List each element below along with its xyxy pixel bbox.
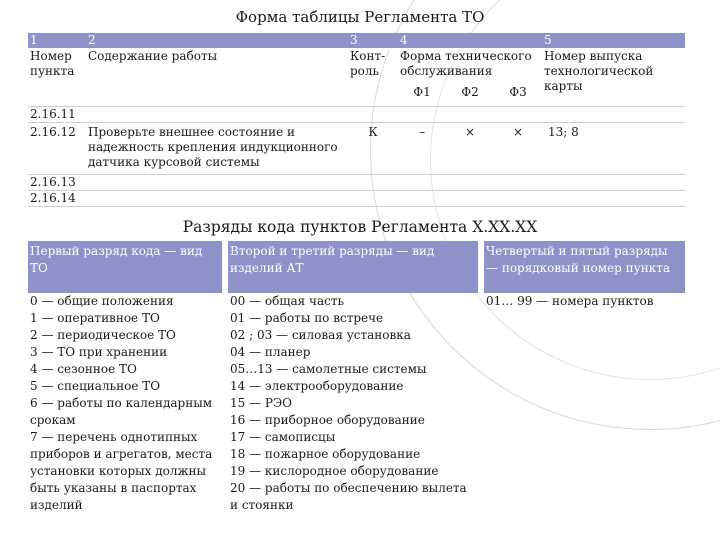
list-item: 3 — ТО при хранении (30, 345, 168, 359)
code-header-row (28, 241, 685, 293)
table-row (28, 191, 685, 207)
header-second-third-digits: Второй и третий разряды — вид изделий АТ (228, 241, 478, 293)
subheader-f2: Ф2 (446, 79, 494, 107)
column-numbers-row (28, 33, 685, 49)
list-item: 00 — общая часть (230, 294, 345, 308)
list-item: 04 — планер (230, 345, 311, 359)
f3-mark: × (494, 123, 542, 175)
header-card-number: Номер выпуска технологической карты (542, 49, 685, 107)
card-number: 13; 8 (542, 123, 685, 175)
list-item: 05…13 — самолетные системы (230, 362, 427, 376)
header-first-digit: Первый разряд кода — вид ТО (28, 241, 222, 293)
list-item: 15 — РЭО (230, 396, 292, 410)
header-work-content: Содержание работы (86, 49, 348, 107)
header-maintenance-form: Форма технического обслуживания (400, 49, 532, 78)
list-item: 19 — кислородное оборудование (230, 464, 439, 478)
list-item: 0 — общие положения (30, 294, 174, 308)
first-digit-list (28, 293, 222, 514)
list-item: 17 — самописцы (230, 430, 336, 444)
empty-cell (86, 191, 685, 207)
code-digits-table (28, 241, 685, 514)
second-third-digit-list (228, 293, 478, 514)
subheader-f3: Ф3 (494, 79, 542, 107)
list-item: 02 ; 03 — силовая установка (230, 328, 411, 342)
point-number: 2.16.11 (28, 107, 86, 123)
list-item: 5 — специальное ТО (30, 379, 161, 393)
table-row (28, 175, 685, 191)
list-item: 01… 99 — номера пунктов (486, 294, 654, 308)
list-item: 20 — работы по обеспечению вылета и стоянки (230, 481, 467, 512)
form-table-title: Форма таблицы Регламента ТО (235, 8, 485, 26)
col-number-1: 1 (28, 33, 86, 49)
list-item: 6 — работы по календарным срокам (30, 396, 213, 427)
f1-mark: – (398, 123, 446, 175)
regulation-form-table (28, 33, 685, 207)
list-item: 2 — периодическое ТО (30, 328, 176, 342)
column-header-row (28, 49, 685, 80)
table-row (28, 107, 685, 123)
code-digits-title: Разряды кода пунктов Регламента Х.ХХ.ХХ (182, 218, 538, 236)
header-fourth-fifth-digits: Четвертый и пятый разряды — порядковый номер пункта (484, 241, 685, 293)
code-values-row (28, 293, 685, 514)
table-row (28, 123, 685, 175)
point-number: 2.16.14 (28, 191, 86, 207)
f2-mark: × (446, 123, 494, 175)
list-item: 1 — оперативное ТО (30, 311, 160, 325)
header-control: Конт-роль (348, 49, 398, 107)
subheader-f1: Ф1 (398, 79, 446, 107)
control-mark: К (348, 123, 398, 175)
empty-cell (86, 175, 685, 191)
col-number-3: 3 (348, 33, 398, 49)
list-item: 4 — сезонное ТО (30, 362, 137, 376)
col-number-4: 4 (398, 33, 542, 49)
fourth-fifth-digit-list (484, 293, 685, 514)
point-number: 2.16.13 (28, 175, 86, 191)
list-item: 01 — работы по встрече (230, 311, 384, 325)
empty-cell (86, 107, 685, 123)
work-content: Проверьте внешнее состояние и надежность крепления индукционного датчика курсовой системы (86, 123, 348, 175)
header-point-number: Номер пункта (28, 49, 86, 107)
list-item: 16 — приборное оборудование (230, 413, 425, 427)
col-number-5: 5 (542, 33, 685, 49)
list-item: 14 — электрооборудование (230, 379, 404, 393)
list-item: 7 — перечень однотипных приборов и агрегатов, места установки которых должны быть указаны в паспортах изделий (30, 430, 213, 512)
point-number: 2.16.12 (28, 123, 86, 175)
col-number-2: 2 (86, 33, 348, 49)
list-item: 18 — пожарное оборудование (230, 447, 421, 461)
